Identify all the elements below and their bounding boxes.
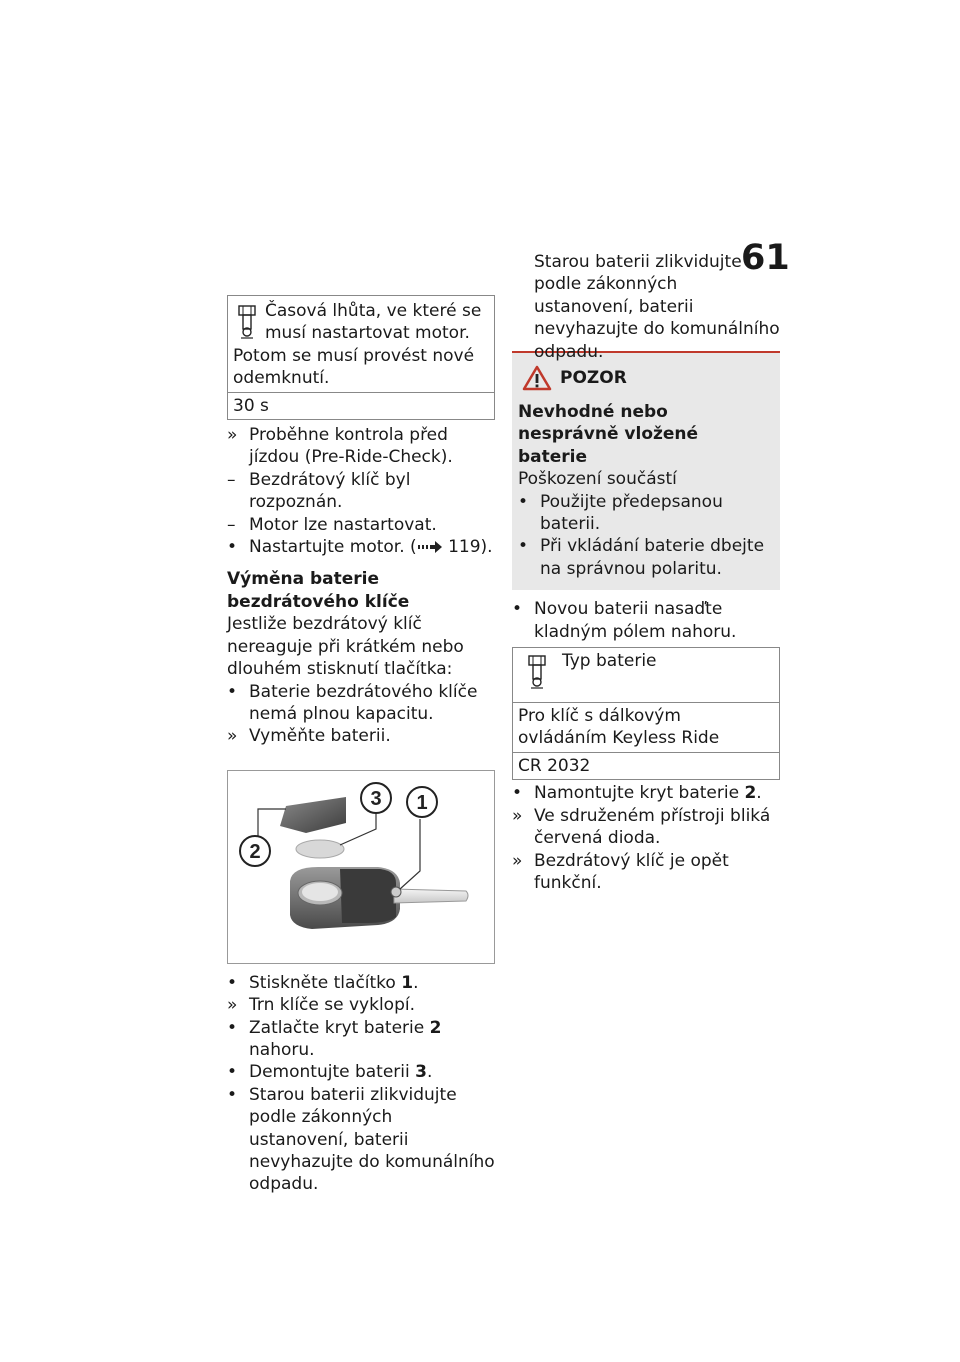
list-item: • Zatlačte kryt baterie 2 nahoru. xyxy=(227,1017,442,1060)
list-item: • Novou baterii nasaďte kladným pólem nahoru. xyxy=(512,599,737,642)
warning-headline: Nevhodné nebo nesprávně vložené baterie xyxy=(518,402,699,467)
svg-text:1: 1 xyxy=(416,791,428,814)
spec-label: Pro klíč s dálkovým ovládáním Keyless Ride xyxy=(513,702,779,752)
list-item: » Proběhne kontrola před jízdou (Pre-Ride-Check). xyxy=(227,425,453,468)
svg-text:3: 3 xyxy=(370,787,382,810)
left-column xyxy=(227,295,495,1195)
warning-consequence: Poškození součástí xyxy=(518,469,677,490)
battery-cover xyxy=(280,797,346,833)
warning-title: POZOR xyxy=(560,367,627,388)
list-item-continuation: Starou baterii zlikvidujte podle zákonných ustanovení, baterii nevyhazujte do komunálního odpadu. xyxy=(534,252,780,362)
callout-3 xyxy=(361,783,391,813)
warning-item: • Použijte předepsanou baterii. xyxy=(518,491,723,535)
warning-triangle-icon xyxy=(522,365,552,391)
list-item: • Baterie bezdrátového klíče nemá plnou kapacitu. xyxy=(227,681,478,724)
list-item: » Trn klíče se vyklopí. xyxy=(227,995,415,1016)
callout-2 xyxy=(240,836,270,866)
warning-box xyxy=(512,351,780,590)
page-reference-link[interactable]: 119). xyxy=(448,537,493,558)
spec-description: Časová lhůta, ve které se musí nastartovat motor. Potom se musí provést nové odemknutí. xyxy=(233,301,482,389)
engine-spec-icon xyxy=(237,304,257,340)
list-item: – Motor lze nastartovat. xyxy=(227,514,437,535)
list-item: » Vyměňte baterii. xyxy=(227,726,391,747)
list-item: » Bezdrátový klíč je opět funkční. xyxy=(512,850,729,893)
spec-value: CR 2032 xyxy=(513,752,779,779)
section-heading: Výměna baterie bezdrátového klíče xyxy=(227,569,410,612)
callout-1 xyxy=(407,787,437,817)
list-item: • Namontujte kryt baterie 2. xyxy=(512,783,762,804)
spec-value: 30 s xyxy=(228,392,494,419)
list-item: • Stiskněte tlačítko 1. xyxy=(227,972,419,993)
list-item: • Nastartujte motor. ( 119). xyxy=(227,537,493,558)
steps-list-b xyxy=(227,681,495,748)
spec-box-battery xyxy=(512,647,780,780)
spec-box-start-time xyxy=(227,295,495,420)
key-battery-figure xyxy=(227,770,495,964)
warning-item: • Při vkládání baterie dbejte na správnou polaritu. xyxy=(518,536,765,579)
page-number: 61 xyxy=(741,238,790,278)
page-reference-arrow-icon xyxy=(417,541,443,553)
spec-title: Typ baterie xyxy=(562,651,657,672)
steps-list-c xyxy=(227,972,495,1195)
steps-list-e xyxy=(512,782,780,894)
key-illustration xyxy=(228,771,494,963)
coin-battery xyxy=(296,840,344,858)
list-item-continued: • Starou baterii zlikvidujte podle zákonných ustanovení, baterii nevyhazujte do komunálního odpadu. xyxy=(227,1084,495,1195)
svg-text:2: 2 xyxy=(249,840,261,863)
list-item: – Bezdrátový klíč byl rozpoznán. xyxy=(227,469,411,513)
list-item: • Demontujte baterii 3. xyxy=(227,1062,433,1083)
engine-spec-icon xyxy=(527,654,547,690)
list-item: » Ve sdruženém přístroji bliká červená dioda. xyxy=(512,805,771,849)
steps-list-a xyxy=(227,424,495,558)
section-intro: Jestliže bezdrátový klíč nereaguje při krátkém nebo dlouhém stisknutí tlačítka: xyxy=(227,614,464,680)
